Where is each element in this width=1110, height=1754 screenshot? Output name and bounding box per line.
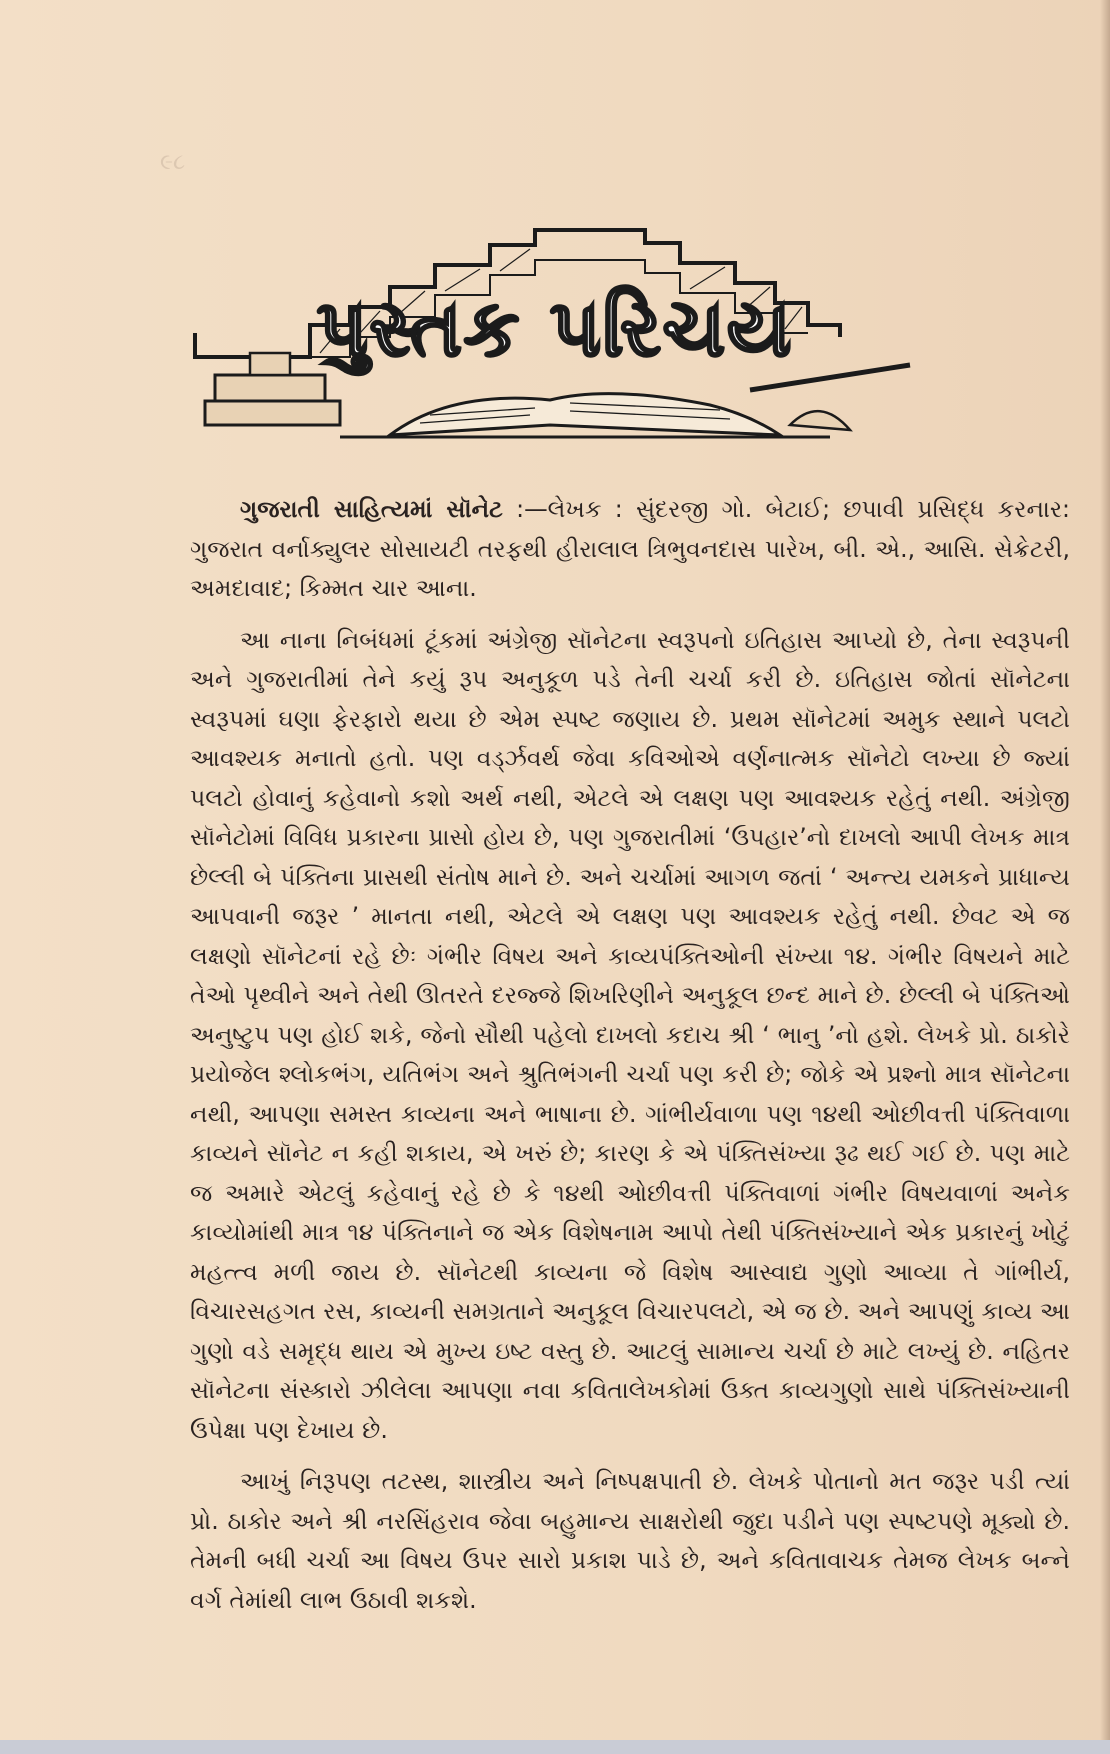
book-title: ગુજરાતી સાહિત્યમાં સૉનેટ [240, 495, 503, 523]
book-stack-icon [215, 375, 325, 401]
page-number: ૯૮ [160, 150, 186, 175]
review-citation [190, 490, 1070, 609]
scroll-icon [790, 411, 850, 430]
book-stack-lower [205, 401, 340, 425]
book-details: :—લેખક : સુંદરજી ગો. બેટાઈ; છપાવી પ્રસિદ્ધ કરનાર: ગુજરાત વર્નાક્યુલર સોસાયટી તરફથી હીરાલાલ ત્રિભુવનદાસ પારેખ, બી. એ., આસિ. સેક્રેટરી, અમદાવાદ; કિમ્મત ચાર આના. [190, 495, 1070, 602]
header-banner [190, 225, 920, 460]
banner-illustration [190, 225, 920, 460]
review-paragraph-2: આખું નિરૂપણ તટસ્થ, શાસ્ત્રીય અને નિષ્પક્ષપાતી છે. લેખકે પોતાનો મત જરૂર પડી ત્યાં પ્રો. ઠાકોર અને શ્રી નરસિંહરાવ જેવા બહુમાન્ય સાક્ષરોથી જુદા પડીને પણ સ્પષ્ટપણે મૂક્યો છે. તેમની બધી ચર્ચા આ વિષય ઉપર સારો પ્રકાશ પાડે છે, અને કવિતાવાચક તેમજ લેખક બન્ને વર્ગ તેમાંથી લાભ ઉઠાવી શકશે. [190, 1467, 1070, 1614]
inkpot-icon [250, 353, 290, 375]
page-bottom-strip [0, 1740, 1110, 1754]
page-edge-shadow [1100, 0, 1110, 1754]
review-paragraph-1: આ નાના નિબંધમાં ટૂંકમાં અંગ્રેજી સૉનેટના સ્વરૂપનો ઇતિહાસ આપ્યો છે, તેના સ્વરૂપની અને ગુજરાતીમાં તેને કયું રૂપ અનુકૂળ પડે તેની ચર્ચા કરી છે. ઇતિહાસ જોતાં સૉનેટના સ્વરૂપમાં ઘણા ફેરફારો થયા છે એમ સ્પષ્ટ જણાય છે. પ્રથમ સૉનેટમાં અમુક સ્થાને પલટો આવશ્યક મનાતો હતો. પણ વર્ડ્ઝવર્થ જેવા કવિઓએ વર્ણનાત્મક સૉનેટો લખ્યા છે જ્યાં પલટો હોવાનું કહેવાનો કશો અર્થ નથી, એટલે એ લક્ષણ પણ આવશ્યક રહેતું નથી. અંગ્રેજી સૉનેટોમાં વિવિધ પ્રકારના પ્રાસો હોય છે, પણ ગુજરાતીમાં ‘ઉપહાર’નો દાખલો આપી લેખક માત્ર છેલ્લી બે પંક્તિના પ્રાસથી સંતોષ માને છે. અને ચર્ચામાં આગળ જતાં ‘ અન્ત્ય યમકને પ્રાધાન્ય આપવાની જરૂર ’ માનતા નથી, એટલે એ લક્ષણ પણ આવશ્યક રહેતું નથી. છેવટ એ જ લક્ષણો સૉનેટનાં રહે છેઃ ગંભીર વિષય અને કાવ્યપંક્તિઓની સંખ્યા ૧૪. ગંભીર વિષયને માટે તેઓ પૃથ્વીને અને તેથી ઊતરતે દરજ્જે શિખરિણીને અનુકૂલ છન્દ માને છે. છેલ્લી બે પંક્તિઓ અનુષ્ટુપ પણ હોઈ શકે, જેનો સૌથી પહેલો દાખલો કદાચ શ્રી ‘ ભાનુ ’નો હશે. લેખકે પ્રો. ઠાકોરે પ્રયોજેલ શ્લોકભંગ, યતિભંગ અને શ્રુતિભંગની ચર્ચા પણ કરી છે; જોકે એ પ્રશ્નો માત્ર સૉનેટના નથી, આપણા સમસ્ત કાવ્યના અને ભાષાના છે. ગાંભીર્યવાળા પણ ૧૪થી ઓછીવત્તી પંક્તિવાળા કાવ્યને સૉનેટ ન કહી શકાય, એ ખરું છે; કારણ કે એ પંક્તિસંખ્યા રૂઢ થઈ ગઈ છે. પણ માટે જ અમારે એટલું કહેવાનું રહે છે કે ૧૪થી ઓછીવત્તી પંક્તિવાળાં ગંભીર વિષયવાળાં અનેક કાવ્યોમાંથી માત્ર ૧૪ પંક્તિનાને જ એક વિશેષનામ આપો તેથી પંક્તિસંખ્યાને એક પ્રકારનું ખોટું મહત્ત્વ મળી જાય છે. સૉનેટથી કાવ્યના જે વિશેષ આસ્વાદ્ય ગુણો આવ્યા તે ગાંભીર્ય, વિચારસહગત રસ, કાવ્યની સમગ્રતાને અનુકૂલ વિચારપલટો, એ જ છે. અને આપણું કાવ્ય આ ગુણો વડે સમૃદ્ધ થાય એ મુખ્ય ઇષ્ટ વસ્તુ છે. આટલું સામાન્ય ચર્ચા છે માટે લખ્યું છે. નહિતર સૉનેટના સંસ્કારો ઝીલેલા આપણા નવા કવિતાલેખકોમાં ઉક્ત કાવ્યગુણો સાથે પંક્તિસંખ્યાની ઉપેક્ષા પણ દેખાય છે. [190, 625, 1070, 1444]
section-title: પુસ્તક પરિચય [316, 284, 794, 374]
review-content [190, 490, 1070, 1632]
